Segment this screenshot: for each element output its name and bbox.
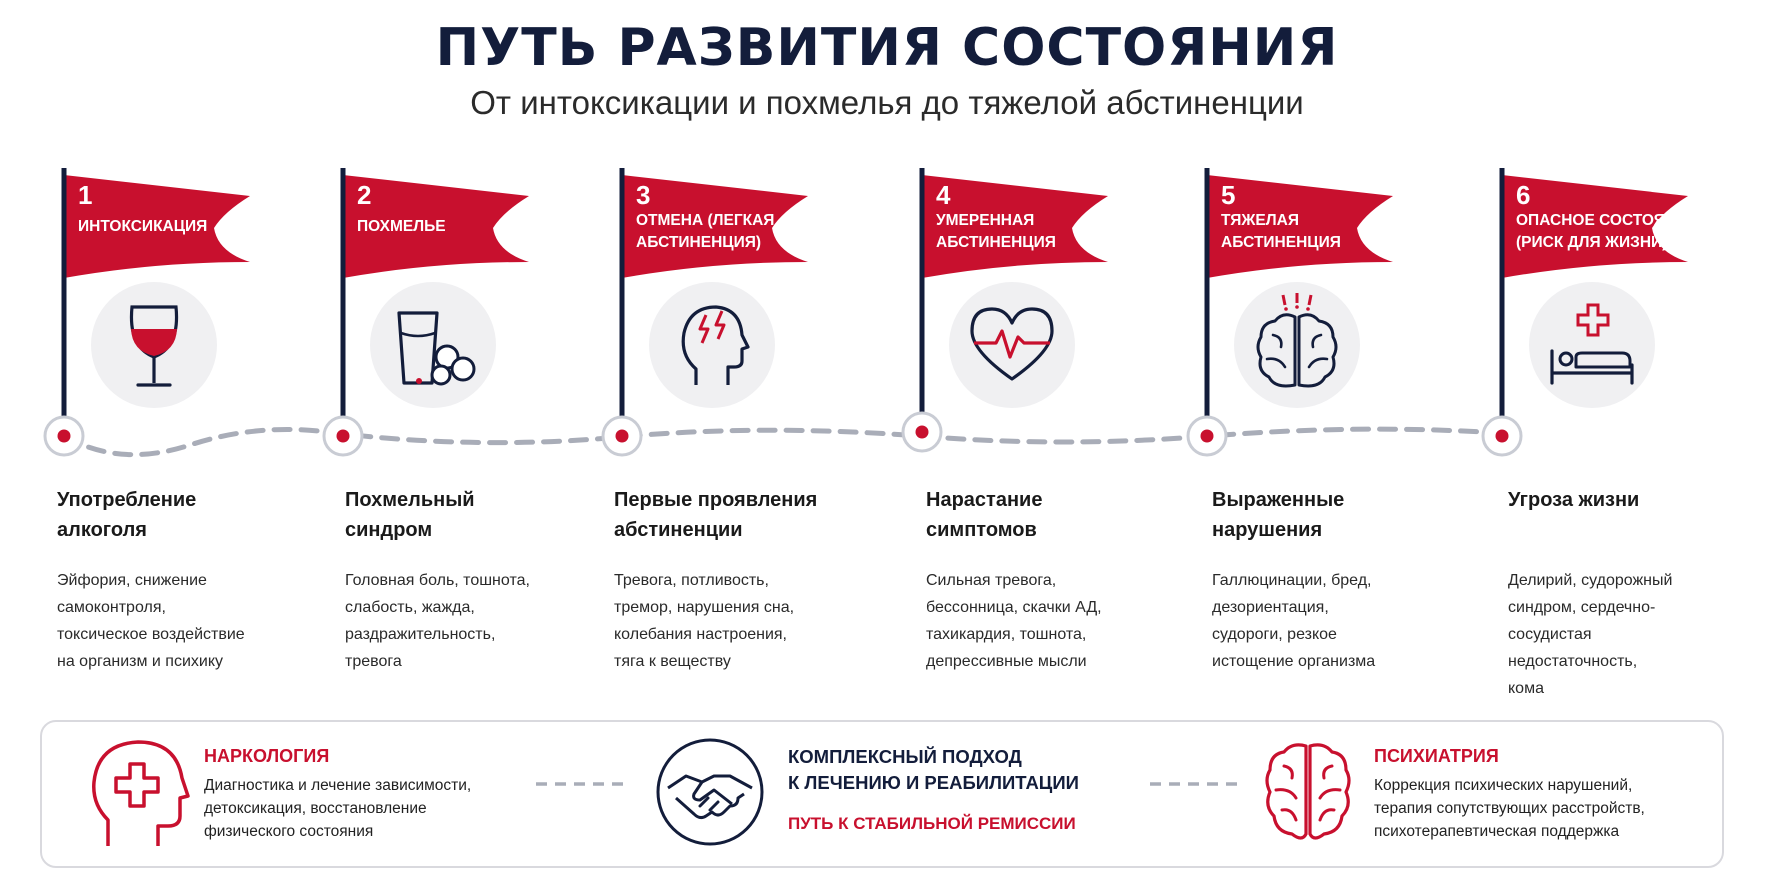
narcology-title: НАРКОЛОГИЯ: [204, 746, 330, 766]
flag-label: (РИСК ДЛЯ ЖИЗНИ): [1516, 234, 1668, 251]
brain-icon: [1262, 738, 1354, 846]
stage-description: Эйфория, снижение самоконтроля, токсическое воздействие на организм и психику: [57, 572, 245, 670]
stage-number: 6: [1516, 180, 1531, 210]
stage-2-graphic: [324, 168, 529, 455]
flag-label: ОТМЕНА (ЛЕГКАЯ: [636, 212, 775, 229]
timeline-node-dot: [616, 430, 629, 443]
icon-circle: [949, 282, 1075, 408]
stage-number: 2: [357, 180, 372, 210]
stage-4-graphic: [903, 168, 1108, 451]
stage-2-text: [345, 485, 595, 675]
center-title: КОМПЛЕКСНЫЙ ПОДХОД К ЛЕЧЕНИЮ И РЕАБИЛИТАЦИИ: [788, 746, 1079, 793]
stage-description: Головная боль, тошнота, слабость, жажда, раздражительность, тревога: [345, 572, 530, 670]
stage-6-text: [1508, 485, 1758, 702]
flag-label: АБСТИНЕНЦИЯ: [1221, 234, 1341, 251]
stage-3-text: [614, 485, 864, 675]
stage-description: Тревога, потливость, тремор, нарушения сна, колебания настроения, тяга к веществу: [614, 572, 795, 670]
flag-label: УМЕРЕННАЯ: [936, 212, 1035, 229]
stage-description: Сильная тревога, бессонница, скачки АД, тахикардия, тошнота, депрессивные мысли: [926, 572, 1102, 670]
handshake-icon: [654, 736, 766, 848]
stage-heading: Употребление алкоголя: [57, 489, 197, 541]
timeline-node-dot: [1496, 430, 1509, 443]
stage-number: 3: [636, 180, 651, 210]
stage-number: 1: [78, 180, 93, 210]
stage-number: 4: [936, 180, 951, 210]
stage-5-text: [1212, 485, 1462, 675]
stage-1-text: [57, 485, 307, 675]
flag-label: АБСТИНЕНЦИЯ: [936, 234, 1056, 251]
icon-circle: [1529, 282, 1655, 408]
narcology-desc: Диагностика и лечение зависимости, детоксикация, восстановление физического состояния: [204, 777, 472, 840]
center-remission: ПУТЬ К СТАБИЛЬНОЙ РЕМИССИИ: [788, 814, 1076, 833]
stage-heading: Похмельный синдром: [345, 489, 475, 541]
page-title: ПУТЬ РАЗВИТИЯ СОСТОЯНИЯ: [435, 18, 1339, 78]
icon-circle: [649, 282, 775, 408]
dashed-connector-right: [1148, 780, 1244, 788]
stage-heading: Выраженные нарушения: [1212, 489, 1345, 541]
stage-description: Галлюцинации, бред, дезориентация, судороги, резкое истощение организма: [1212, 572, 1376, 670]
stage-description: Делирий, судорожный синдром, сердечно- сосудистая недостаточность, кома: [1508, 572, 1673, 697]
timeline-dashed-path: [64, 429, 1500, 454]
stage-4-text: [926, 485, 1176, 675]
timeline-node-dot: [1201, 430, 1214, 443]
stage-number: 5: [1221, 180, 1236, 210]
flag-label: ТЯЖЕЛАЯ: [1221, 212, 1299, 229]
dashed-connector-left: [534, 780, 630, 788]
stage-heading: Нарастание симптомов: [926, 489, 1043, 541]
icon-circle: [370, 282, 496, 408]
timeline-node-dot: [337, 430, 350, 443]
page-subtitle: От интоксикации и похмелья до тяжелой абстиненции: [470, 84, 1304, 121]
timeline-node-dot: [916, 426, 929, 439]
stage-6-graphic: [1483, 168, 1698, 455]
timeline-node-dot: [58, 430, 71, 443]
flag-label: ИНТОКСИКАЦИЯ: [78, 218, 208, 235]
flag-label: АБСТИНЕНЦИЯ): [636, 234, 762, 251]
psychiatry-title: ПСИХИАТРИЯ: [1374, 746, 1499, 766]
flag-label: ПОХМЕЛЬЕ: [357, 218, 446, 235]
stage-heading: Угроза жизни: [1508, 489, 1640, 511]
stage-1-graphic: [45, 168, 250, 455]
stage-3-graphic: [603, 168, 808, 455]
stage-5-graphic: [1188, 168, 1393, 455]
flag-label: ОПАСНОЕ СОСТОЯНИЕ: [1516, 212, 1698, 229]
stage-heading: Первые проявления абстиненции: [614, 489, 818, 541]
bottom-panel: [40, 720, 1724, 868]
psychiatry-desc: Коррекция психических нарушений, терапия сопутствующих расстройств, психотерапевтическая поддержка: [1374, 777, 1645, 840]
head-medical-cross-icon: [88, 734, 192, 854]
